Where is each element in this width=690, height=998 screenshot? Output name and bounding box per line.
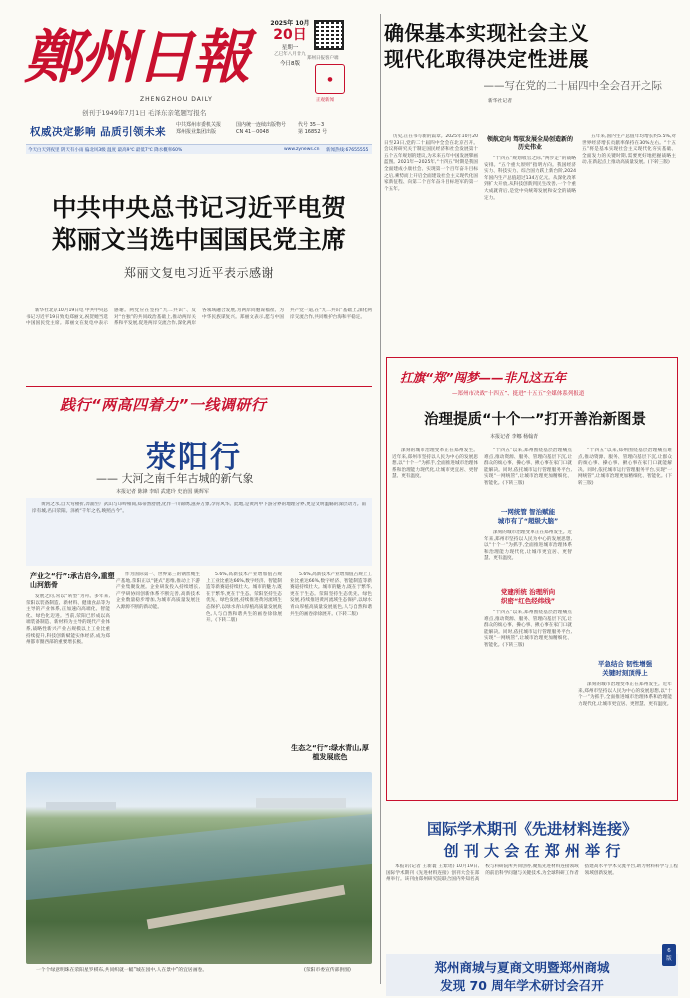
lead-story bbox=[26, 160, 372, 378]
logo-pinyin: ZHENGZHOU DAILY bbox=[140, 96, 213, 103]
series2-banner: 扛旗“郑”闯梦——非凡这五年 bbox=[400, 370, 567, 385]
lead-title-2: 郑丽文当选中国国民党主席 bbox=[52, 225, 346, 254]
series-intro: 黄河之水,自大弯頓折,奔涌至广武山与邙岭相间,郑蒂然舒展,化作一川锦绣,滋养万象,孕育风华。此地,是黄河中下游分界的地理分界,更是文明滥觞的深层动力。南岸有城,名曰荥阳。泽被“千年之名,映照古今”。 bbox=[32, 502, 366, 514]
series2-banner-sub: —郑州市决战“十四五”、挺进“十五五”全媒体系列报道 bbox=[452, 391, 585, 397]
date-weekday: 星期一 bbox=[281, 45, 299, 51]
founded-line: 创刊于1949年7月1日 毛泽东亲笔题写报名 bbox=[82, 109, 207, 117]
masthead bbox=[0, 0, 372, 155]
date-year-month: 2025年 10月 bbox=[270, 20, 310, 27]
lead-subtitle: 郑丽文复电习近平表示感谢 bbox=[123, 266, 274, 280]
series2-h3-line2: 关键时刻顶得上 bbox=[602, 669, 648, 677]
slogan: 权威决定影响 品质引领未来 bbox=[30, 126, 167, 138]
series-h2: 生态之“行”:绿水青山,厚植发展底色 bbox=[291, 744, 369, 761]
series-subtitle: —— 大河之南千年古城的新气象 bbox=[96, 472, 254, 485]
footer-line-1: 郑州商城与夏商文明暨郑州商城 bbox=[434, 960, 610, 975]
date-pages: 今日8版 bbox=[280, 61, 300, 67]
journal-title-1: 国际学术期刊《先进材料连接》 bbox=[426, 820, 637, 838]
series-col4: 5.6%,高新技术产业增加值占规上工业比重达66%,数字经济、智能制造等新赛道持续壮大。城市的魅力,既在于繁华,更在于生态。荥阳坚持生态优先、绿色发展,持续推进黄河流域生态保护,以绿水青山厚植高质量发展底色,人与自然和谐共生的画卷徐徐展开。(下转二版) bbox=[290, 572, 372, 617]
website-link[interactable]: www.zynews.cn bbox=[284, 147, 320, 152]
top-story bbox=[384, 20, 676, 350]
series2-col2c: “十四五”以来,郑州围绕基层治理痛点难点,推动资源、服务、管理向基层下沉,让群众的烦心事、操心事、揪心事在家门口就能解决。同时,依托城市运行管理服务平台,实现“一网统管”,让城市治理更加精细化、智能化。(下转三版) bbox=[484, 610, 572, 648]
top-story-col1: 历史,正在书写新的篇章。2025年10月20日至23日,党的二十届四中全会在北京召开。会议将研究关于制定国民经济和社会发展第十五个五年规划的建议,为未来五年中国发展擘画蓝图。2021年—2025年,“十四五”时期是我国全面建成小康社会、实现第一个百年奋斗目标之后,乘势而上开启全面建设社会主义现代化国家新征程、向第二个百年奋斗目标进军的第一个五年。 bbox=[384, 134, 478, 192]
photo-credit: (荥阳市委宣传部供图) bbox=[304, 968, 351, 973]
date-day: 20日 bbox=[273, 27, 307, 43]
series2-col3b: 深刻的城市治理变革正在郑州发生。近年来,郑州市坚持以人民为中心的发展思想,以“十个一”为抓手,全面推进城市治理体系和治理能力现代化,让城市更宜居、更智慧、更有温度。 bbox=[578, 682, 672, 707]
series2-h1 bbox=[484, 588, 572, 606]
series2-h3 bbox=[578, 660, 672, 678]
series-col1: 发展之问,常以“转型”为舟。多年来,荥阳以装备制造、新材料、健康食品等为主导的产业体系,正加速向高端化、智能化、绿色化迈进。当前,荥阳已形成以高端装备制造、新材料为主导的现代产业体系,战略性新兴产业占规模以上工业比重持续提升,科技创新赋能实体经济,成为郑州都市圈西部的重要增长极。 bbox=[26, 594, 110, 646]
issn: 国内统一连续出版物号 CN 41－0048 bbox=[236, 122, 287, 135]
series-photo bbox=[26, 772, 372, 964]
series2-col2b: 深刻的城市治理变革正在郑州发生。近年来,郑州市坚持以人民为中心的发展思想,以“十个一”为抓手,全面推进城市治理体系和治理能力现代化,让城市更宜居、更智慧、更有温度。 bbox=[484, 530, 572, 562]
date-lunar: 乙巳年八月廿九 bbox=[274, 52, 306, 57]
series2-h1-line1: 党建所统 治理所向 bbox=[500, 588, 556, 596]
app-logo-icon[interactable]: ● bbox=[315, 64, 345, 94]
top-story-col3: 五年来,国内生产总值年均增长约5.5%,对世界经济增长贡献率保持在30%左右。“十五五”将是基本实现社会主义现代化夯实基础、全面发力的关键时期,需要更好地把握战略主动,在新起点上推动高质量发展。(下转三版) bbox=[582, 134, 676, 166]
weather-text: 今天白天到夜里 阴天有小雨 偏北风3级 温度 最高9℃ 最低7℃ 降水概率60% bbox=[28, 148, 183, 153]
series2-h2-line2: 城市有了“超级大脑” bbox=[497, 517, 559, 525]
series-col2: 作为国际第一、世界第三的钢丝绳生产基地,荥阳正以“链式”思维,推动上下游产业集聚发展。企业研发投入持续增长,产学研协同创新体系不断完善,高新技术企业数量稳步增加,为城市高质量发展注入源源不断的新动能。 bbox=[116, 572, 200, 610]
app-label: 正观新闻 bbox=[316, 98, 334, 103]
top-story-title-1: 确保基本实现社会主义 bbox=[384, 21, 589, 45]
weather-strip bbox=[26, 144, 372, 154]
series-h1: 产业之“行”:承古启今,重塑山河筋骨 bbox=[30, 572, 115, 589]
series2-col1: 深刻的城市治理变革正在郑州发生。近年来,郑州市坚持以人民为中心的发展思想,以“十个一”为抓手,全面推进城市治理体系和治理能力现代化,让城市更宜居、更智慧、更有温度。 bbox=[392, 448, 478, 480]
series2-h3-line1: 平急结合 韧性增强 bbox=[597, 660, 653, 668]
hotline: 新闻热线:67655555 bbox=[326, 148, 369, 153]
top-story-col2: “十四五”规划收官之际,“两步走”的战略安排。“五个重大原则”指明方向。我国经济实力、科技实力、综合国力跃上新台阶,2024年国内生产总值超过134万亿元。从深化改革到扩大开放,从科技创新到民生改善,一个个重大成就背后,是党中央统筹发展和安全的战略定力。 bbox=[484, 156, 576, 201]
series2-h2 bbox=[484, 508, 572, 526]
series2-reporters: 本报记者 李娜 杨翰青 bbox=[490, 434, 539, 440]
top-story-col2-head: 领航定向 驾驭发展全局创造新的历史伟业 bbox=[486, 136, 574, 151]
footer-strip bbox=[386, 954, 678, 996]
qr-label: 郑州日报客户端 bbox=[307, 56, 339, 61]
qr-code[interactable] bbox=[314, 20, 344, 50]
series-title: 荥阳行 bbox=[146, 440, 242, 475]
issue-code: 代号 35－3 第 16852 号 bbox=[298, 122, 328, 135]
publisher: 中共郑州市委机关报 郑州报业集团出版 bbox=[176, 122, 222, 135]
top-story-subtitle: ——写在党的二十届四中全会召开之际 bbox=[483, 80, 662, 92]
series2-title: 治理提质“十个一”打开善治新图景 bbox=[423, 412, 647, 428]
series-reporters: 本报记者 陈锋 李昭 武建玲 史治国 姚辉军 bbox=[116, 489, 209, 495]
series2-h2-line1: 一网统管 智治赋能 bbox=[500, 508, 556, 516]
journal-title-2: 创 刊 大 会 在 郑 州 举 行 bbox=[443, 842, 621, 860]
lead-title-1: 中共中央总书记习近平电贺 bbox=[52, 193, 346, 222]
newspaper-logo: 鄭州日報 bbox=[24, 23, 249, 91]
series-banner: 践行“两高四着力”一线调研行 bbox=[60, 396, 267, 414]
lead-text: 新华社北京10月19日电 中共中央总书记习近平19日致电郑丽文,祝贺她当选中国国民党主席。郑丽文在复电中表示感谢。两党应在坚持“九二共识”、反对“台独”的共同政治基础上,推动两岸关系和平发展,促进两岸交流合作,深化两岸各领域融合发展,为两岸同胞谋福祉、为中华民族谋复兴。郑丽文表示,愿与中国共产党一道,在“九二共识”基础上,深化两岸交流合作,共同维护台海和平稳定。 bbox=[26, 308, 372, 327]
journal-text: 本报讯(记者 王新寰 王紫瑶) 10月19日,国际学术期刊《先进材料连接》创刊大会在郑州举行。该刊由郑州研究院联合国内外知名高校与科研院所共同创办,聚焦先进材料连接领域的前沿科学问题与关键技术,为全球科研工作者搭建高水平学术交流平台,助力材料科学与工程领域创新发展。 bbox=[386, 864, 678, 883]
top-story-title-2: 现代化取得决定性进展 bbox=[384, 47, 589, 71]
top-story-byline: 新华社记者 bbox=[488, 99, 512, 104]
date-block bbox=[268, 18, 312, 67]
photo-caption: 一个个绿意明珠在荥阳星罗棋布,共同织就一幅“城在园中,人在景中”的宜居画卷。 bbox=[36, 968, 208, 973]
series-col3: 5.6%,高新技术产业增加值占规上工业比重达66%,数字经济、智能制造等新赛道持续壮大。城市的魅力,既在于繁华,更在于生态。荥阳坚持生态优先、绿色发展,持续推进黄河流域生态保护,以绿水青山厚植高质量发展底色,人与自然和谐共生的画卷徐徐展开。(下转二版) bbox=[206, 572, 282, 624]
footer-line-2: 发现 70 周年学术研讨会召开 bbox=[440, 978, 604, 993]
series2-col3: “十四五”以来,郑州围绕基层治理痛点难点,推动资源、服务、管理向基层下沉,让群众的烦心事、操心事、揪心事在家门口就能解决。同时,依托城市运行管理服务平台,实现“一网统管”,让城市治理更加精细化、智能化。(下转三版) bbox=[578, 448, 672, 486]
series2-col2: “十四五”以来,郑州围绕基层治理痛点难点,推动资源、服务、管理向基层下沉,让群众的烦心事、操心事、揪心事在家门口就能解决。同时,依托城市运行管理服务平台,实现“一网统管”,让城市治理更加精细化、智能化。(下转三版) bbox=[484, 448, 572, 486]
series-intro-box bbox=[26, 498, 372, 566]
series2-h1-line2: 织密“红色经纬线” bbox=[500, 597, 556, 605]
page-number-badge: 6 版 bbox=[662, 944, 676, 966]
